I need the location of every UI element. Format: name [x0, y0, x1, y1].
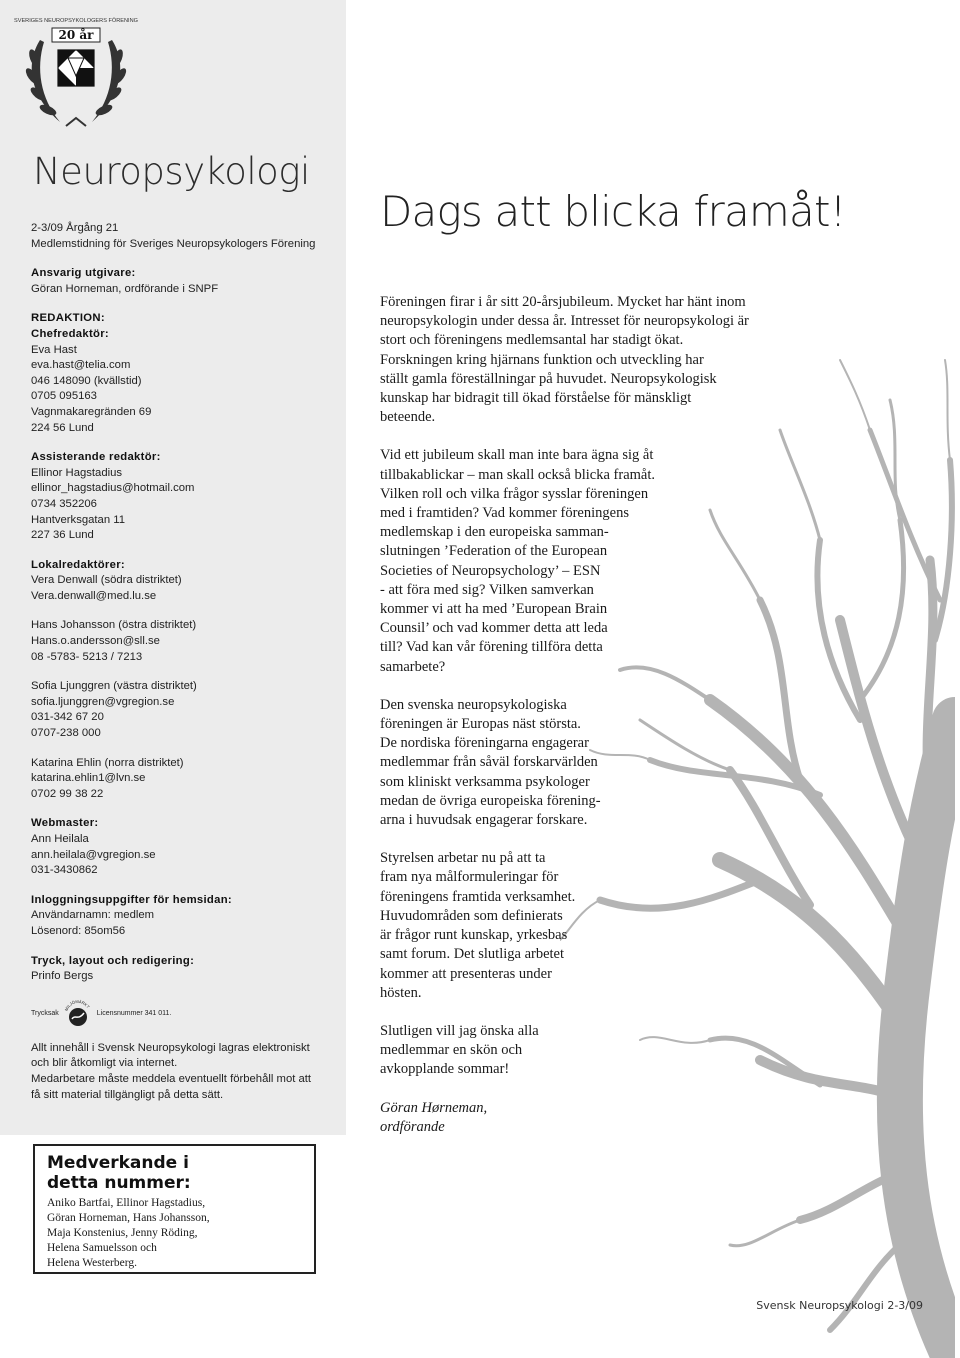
assistant-editor-phone: 0734 352206 [31, 497, 97, 510]
editorial-article [380, 293, 800, 1156]
chief-editor-city: 224 56 Lund [31, 421, 94, 434]
contributors-line: Aniko Bartfai, Ellinor Hagstadius, [47, 1197, 206, 1209]
p1-line: beteende. [380, 409, 436, 426]
p4-line: föreningens framtida verksamhet. [380, 888, 576, 905]
p5-line: medlemmar en skön och [380, 1042, 523, 1059]
page-footer: Svensk Neuropsykologi 2-3/09 [756, 1299, 923, 1312]
p4-line: hösten. [380, 984, 422, 1001]
issue-info: 2-3/09 Årgång 21 [31, 222, 119, 234]
p1-line: Föreningen firar i år sitt 20-årsjubileum. Mycket har hänt inom [380, 294, 746, 310]
svanen-ecolabel [31, 999, 336, 1029]
chief-editor-mobile: 0705 095163 [31, 390, 97, 403]
p2-line: Vilken roll och vilka frågor sysslar föreningen [380, 485, 649, 502]
p1-line: kunskap har bidragit till ökad förståelse för mänskligt [380, 390, 692, 407]
p3-line: medlemmar från såväl forskarvärlden [380, 754, 598, 771]
p2-line: tillbakablickar – man skall också blicka framåt. [380, 466, 655, 483]
p1-line: Forskningen kring hjärnans funktion och utveckling har [380, 351, 704, 368]
contributors-title-line-2: detta nummer: [47, 1173, 191, 1193]
svanen-arc-text: MILJÖMÄRKT [63, 998, 91, 1012]
p4-line: fram nya målformuleringar för [380, 869, 559, 886]
local-editor-north-name: Katarina Ehlin (norra distriktet) [31, 756, 184, 769]
contributors-line: Helena Samuelsson och [47, 1242, 157, 1254]
contributors-line: Göran Horneman, Hans Johansson, [47, 1212, 210, 1224]
svanen-left-label: Trycksak [31, 1009, 59, 1017]
assistant-editor-street: Hantverksgatan 11 [31, 513, 125, 526]
p4-line: Styrelsen arbetar nu på att ta [380, 850, 546, 867]
publisher-heading: Ansvarig utgivare: [31, 267, 136, 280]
local-editor-north-phone: 0702 99 38 22 [31, 787, 104, 800]
contributors-list [47, 1196, 314, 1271]
local-editors-heading: Lokalredaktörer: [31, 558, 125, 571]
chief-editor-heading: Chefredaktör: [31, 327, 109, 340]
article-paragraph-1 [380, 293, 800, 427]
assistant-editor-heading: Assisterande redaktör: [31, 451, 161, 464]
webmaster-name: Ann Heilala [31, 833, 89, 845]
contributors-title [47, 1153, 314, 1193]
snpf-20-years-logo [10, 6, 142, 132]
contributors-box [33, 1144, 316, 1274]
signature-title: ordförande [380, 1118, 445, 1135]
article-paragraph-5 [380, 1022, 800, 1080]
p2-line: - att föra med sig? Vilken samverkan [380, 581, 594, 598]
login-password: Lösenord: 85om56 [31, 924, 126, 937]
rights-line-2: och blir åtkomligt via internet. [31, 1057, 178, 1070]
assistant-editor-name: Ellinor Hagstadius [31, 466, 123, 479]
signature-name: Göran Hørneman, [380, 1099, 488, 1116]
article-paragraph-4 [380, 849, 800, 1003]
local-editor-west-mobile: 0707-238 000 [31, 727, 101, 740]
assistant-editor-email: ellinor_hagstadius@hotmail.com [31, 482, 195, 495]
magazine-title: Neuropsykologi [33, 150, 310, 193]
rights-line-1: Allt innehåll i Svensk Neuropsykologi lagras elektroniskt [31, 1041, 310, 1054]
local-editor-east-name: Hans Johansson (östra distriktet) [31, 619, 197, 632]
rights-line-3: Medarbetare måste meddela eventuellt förbehåll mot att [31, 1072, 312, 1085]
print-heading: Tryck, layout och redigering: [31, 954, 195, 967]
p5-line: avkopplande sommar! [380, 1061, 510, 1078]
chief-editor-phone: 046 148090 (kvällstid) [31, 374, 142, 387]
p2-line: Vid ett jubileum skall man inte bara ägna sig åt [380, 447, 654, 464]
p2-line: medlemskap i den europeiska samman- [380, 524, 609, 541]
p5-line: Slutligen vill jag önska alla [380, 1022, 539, 1039]
p1-line: stort och föreningens medlemsantal har stadigt ökat. [380, 332, 684, 349]
logo-badge: 20 år [58, 28, 94, 42]
logo-ring-text: SVERIGES NEUROPSYKOLOGERS FÖRENING [13, 18, 139, 24]
printer-name: Prinfo Bergs [31, 970, 94, 983]
swan-ecolabel-icon [63, 999, 93, 1029]
contributors-line: Helena Westerberg. [47, 1257, 137, 1269]
p3-line: som kliniskt verksamma psykologer [380, 773, 590, 790]
local-editor-west-phone: 031-342 67 20 [31, 711, 104, 724]
webmaster-phone: 031-3430862 [31, 864, 98, 877]
p1-line: neuropsykologin under dessa år. Intresset för neuropsykologi är [380, 313, 749, 330]
p3-line: De nordiska föreningarna engagerar [380, 735, 589, 752]
p1-line: ställt gamla föreställningar på huvudet. Neuropsykologisk [380, 370, 717, 387]
p4-line: samt forum. Det slutliga arbetet [380, 946, 565, 963]
p3-line: Den svenska neuropsykologiska [380, 696, 567, 713]
local-editor-west-name: Sofia Ljunggren (västra distriktet) [31, 680, 197, 693]
local-editor-north-email: katarina.ehlin1@lvn.se [31, 772, 146, 785]
article-paragraph-2 [380, 446, 800, 676]
local-editor-east-phone: 08 -5783- 5213 / 7213 [31, 650, 143, 663]
article-signature [380, 1099, 800, 1137]
p3-line: föreningen är Europas näst största. [380, 716, 581, 733]
login-username: Användarnamn: medlem [31, 909, 155, 922]
p4-line: Huvudområden som definierats [380, 907, 563, 924]
p4-line: kommer att presenteras under [380, 965, 552, 982]
masthead-sidebar [0, 0, 346, 1135]
p2-line: till? Vad kan vår förening tillföra detta [380, 639, 603, 656]
p2-line: slutningen ’Federation of the European [380, 543, 608, 560]
p2-line: med i framtiden? Vad kommer föreningens [380, 505, 629, 522]
article-headline: Dags att blicka framåt! [380, 187, 846, 236]
article-paragraph-3 [380, 696, 800, 830]
editorial-heading: REDAKTION: [31, 312, 105, 325]
p2-line: Counsil’ och vad kommer detta att leda [380, 620, 608, 637]
p4-line: är frågor runt kunskap, yrkesbas [380, 927, 568, 944]
chief-editor-name: Eva Hast [31, 343, 77, 356]
webmaster-heading: Webmaster: [31, 817, 99, 830]
webmaster-email: ann.heilala@vgregion.se [31, 848, 156, 861]
p3-line: medan de övriga europeiska förening- [380, 792, 601, 809]
p2-line: Societies of Neuropsychology’ – ESN [380, 562, 601, 579]
p3-line: arna i huvudsak engagerar forskare. [380, 812, 588, 829]
brain-cube-emblem-icon [58, 50, 94, 86]
login-heading: Inloggningsuppgifter för hemsidan: [31, 893, 232, 906]
local-editor-east-email: Hans.o.andersson@sll.se [31, 635, 160, 648]
assistant-editor-city: 227 36 Lund [31, 529, 94, 542]
local-editor-west-email: sofia.ljunggren@vgregion.se [31, 695, 175, 708]
p2-line: samarbete? [380, 658, 446, 675]
publisher-name: Göran Horneman, ordförande i SNPF [31, 282, 219, 295]
local-editor-south-name: Vera Denwall (södra distriktet) [31, 574, 182, 587]
svanen-license: Licensnummer 341 011. [96, 1009, 172, 1017]
local-editor-south-email: Vera.denwall@med.lu.se [31, 589, 157, 602]
masthead-details [31, 221, 336, 1117]
chief-editor-email: eva.hast@telia.com [31, 359, 131, 372]
rights-line-4: få sitt material tillgängligt på detta sätt. [31, 1088, 224, 1101]
magazine-subtitle: Medlemstidning för Sveriges Neuropsykologers Förening [31, 237, 316, 250]
chief-editor-street: Vagnmakaregränden 69 [31, 405, 152, 418]
contributors-line: Maja Konstenius, Jenny Röding, [47, 1227, 198, 1239]
contributors-title-line-1: Medverkande i [47, 1153, 189, 1173]
p2-line: kommer vi att ha med ’European Brain [380, 601, 608, 618]
